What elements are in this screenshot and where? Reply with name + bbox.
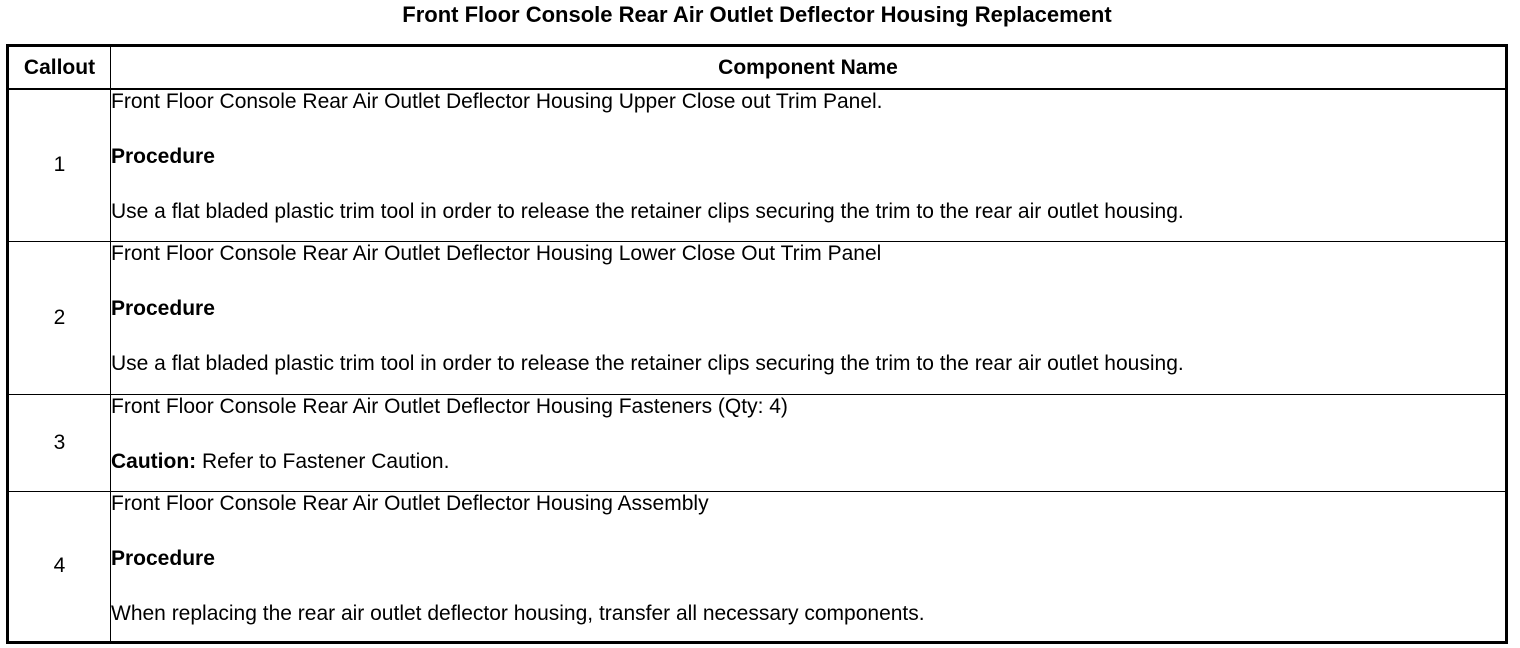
component-table: [6, 44, 1508, 644]
caution-note: [111, 450, 1505, 474]
component-cell: [111, 89, 1507, 241]
table-header-row: [8, 46, 1507, 90]
component-name-column-header: Component Name: [111, 46, 1507, 90]
callout-number: 1: [8, 89, 111, 241]
callout-number: 4: [8, 491, 111, 642]
procedure-heading: Procedure: [111, 145, 215, 168]
component-cell: [111, 241, 1507, 394]
component-cell: [111, 394, 1507, 491]
document-title: Front Floor Console Rear Air Outlet Deflector Housing Replacement: [402, 2, 1112, 27]
table-row: [8, 394, 1507, 491]
callout-number: 2: [8, 241, 111, 394]
component-name: Front Floor Console Rear Air Outlet Deflector Housing Fasteners (Qty: 4): [111, 394, 788, 418]
caution-label: Caution:: [111, 449, 197, 473]
procedure-heading: Procedure: [111, 296, 215, 320]
table-row: [8, 89, 1507, 241]
table-row: [8, 491, 1507, 642]
callout-column-header: Callout: [8, 46, 111, 90]
procedure-text: Use a flat bladed plastic trim tool in order to release the retainer clips securing the trim to the rear air outlet housing.: [111, 351, 1184, 375]
procedure-text: Use a flat bladed plastic trim tool in order to release the retainer clips securing the trim to the rear air outlet housing.: [111, 200, 1184, 223]
component-name: Front Floor Console Rear Air Outlet Deflector Housing Lower Close Out Trim Panel: [111, 241, 882, 265]
caution-text: Refer to Fastener Caution.: [196, 449, 450, 473]
component-cell: [111, 491, 1507, 642]
procedure-text: When replacing the rear air outlet deflector housing, transfer all necessary components.: [111, 601, 925, 625]
component-name: Front Floor Console Rear Air Outlet Deflector Housing Assembly: [111, 491, 709, 515]
procedure-heading: Procedure: [111, 546, 215, 570]
callout-number: 3: [8, 394, 111, 491]
table-row: [8, 241, 1507, 394]
component-name: Front Floor Console Rear Air Outlet Deflector Housing Upper Close out Trim Panel.: [111, 90, 883, 113]
